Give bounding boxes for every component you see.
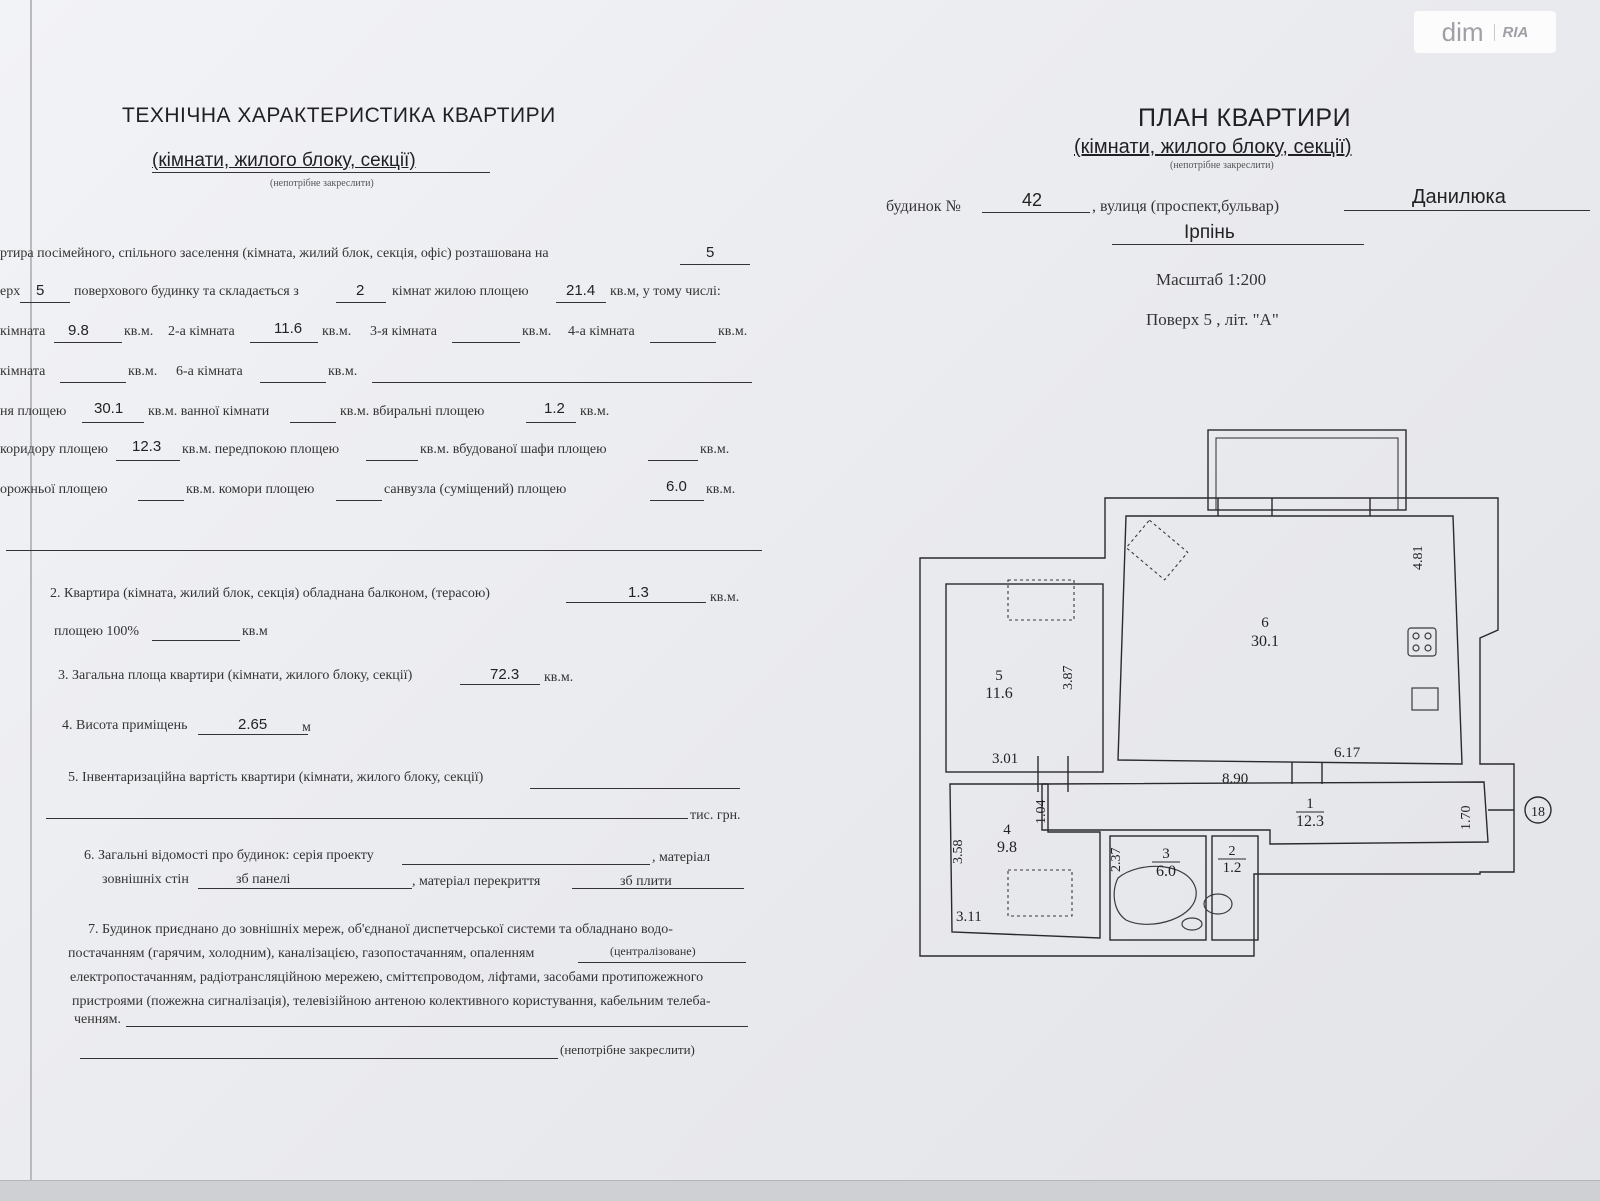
floor-plan bbox=[900, 420, 1580, 960]
dim-1-70: 1.70 bbox=[1459, 805, 1474, 830]
room2-blank bbox=[250, 342, 318, 343]
room-2-number: 2 bbox=[1228, 844, 1236, 859]
room5-blank bbox=[60, 382, 126, 383]
item6-walls-label: зовнішніх стін bbox=[102, 872, 189, 887]
item4-unit: м bbox=[302, 720, 311, 735]
item2-value: 1.3 bbox=[628, 584, 649, 601]
closet-blank bbox=[648, 460, 698, 461]
room1-value: 9.8 bbox=[68, 322, 89, 339]
kitchen-blank bbox=[82, 422, 144, 423]
toilet-value: 1.2 bbox=[544, 400, 565, 417]
room4-label: 4-а кімната bbox=[568, 324, 635, 339]
street-blank bbox=[1344, 210, 1590, 211]
room-5-area: 11.6 bbox=[985, 685, 1013, 702]
right-subtitle-hint: (непотрібне закреслити) bbox=[1170, 160, 1274, 171]
kitchen-label: ня площею bbox=[0, 404, 67, 419]
item2-text: 2. Квартира (кімната, жилий блок, секція) обладнана балконом, (терасою) bbox=[50, 586, 490, 601]
corridor-outline bbox=[1042, 782, 1488, 844]
corridor-number: 1 bbox=[1306, 796, 1314, 812]
room6-unit: кв.м. bbox=[328, 364, 358, 379]
watermark-brand-mark: RIA bbox=[1494, 24, 1529, 41]
page-edge bbox=[30, 0, 32, 1180]
radiator-room-5 bbox=[1008, 580, 1074, 620]
item7-line1: 7. Будинок приєднано до зовнішніх мереж, об'єднаної диспетчерської системи та обладнано водо- bbox=[88, 922, 673, 937]
item7-line2: постачанням (гарячим, холодним), каналізацією, газопостачанням, опаленням bbox=[68, 946, 535, 961]
item1-row2-d: кв.м, у тому числі: bbox=[610, 284, 721, 299]
room5-label: кімната bbox=[0, 364, 46, 379]
room1-unit: кв.м. bbox=[124, 324, 154, 339]
room-6-area: 30.1 bbox=[1251, 633, 1279, 650]
item1-row1-text: ртира посімейного, спільного заселення (кімната, жилий блок, секція, офіс) розташована на bbox=[0, 246, 549, 261]
dim-3-87: 3.87 bbox=[1061, 665, 1076, 690]
rooms-blank bbox=[336, 302, 386, 303]
watermark-badge bbox=[1414, 11, 1556, 53]
section-divider bbox=[6, 550, 762, 551]
left-title: ТЕХНІЧНА ХАРАКТЕРИСТИКА КВАРТИРИ bbox=[122, 104, 556, 127]
item6-walls-blank bbox=[198, 888, 412, 889]
dim-6-17: 6.17 bbox=[1334, 745, 1361, 761]
watermark-brand: dim bbox=[1441, 16, 1484, 47]
city-name: Ірпінь bbox=[1184, 222, 1235, 243]
stove-burner-2 bbox=[1425, 633, 1431, 639]
room3-blank bbox=[452, 342, 520, 343]
item4-blank bbox=[198, 734, 308, 735]
corridor-label: коридору площею bbox=[0, 442, 108, 457]
dim-3-11: 3.11 bbox=[956, 909, 982, 925]
item7-line4: пристроями (пожежна сигналізація), телевізійною антеною колективного користування, кабельним телеба- bbox=[72, 994, 711, 1009]
washbasin-icon bbox=[1182, 918, 1202, 930]
street-label: , вулиця (проспект,бульвар) bbox=[1092, 198, 1280, 215]
item2-unit: кв.м. bbox=[710, 590, 740, 605]
rooms-value: 2 bbox=[356, 282, 365, 299]
room1-label: кімната bbox=[0, 324, 46, 339]
city-blank bbox=[1112, 244, 1364, 245]
room3-label: 3-я кімната bbox=[370, 324, 437, 339]
item3-value: 72.3 bbox=[490, 666, 520, 683]
building-number: 42 bbox=[1022, 190, 1043, 210]
building-label: будинок № bbox=[886, 198, 961, 215]
item3-text: 3. Загальна площа квартири (кімнати, жилого блоку, секції) bbox=[58, 668, 413, 683]
item2-sub: площею 100% bbox=[54, 624, 140, 639]
item4-text: 4. Висота приміщень bbox=[62, 718, 188, 733]
closet-label: кв.м. вбудованої шафи площею bbox=[420, 442, 607, 457]
room2-unit: кв.м. bbox=[322, 324, 352, 339]
radiator-room-6 bbox=[1126, 520, 1187, 580]
floors-total-blank bbox=[20, 302, 70, 303]
room-5-outline bbox=[946, 584, 1103, 772]
item7-heating-value: (централізоване) bbox=[610, 944, 696, 958]
item1-row2-b: поверхового будинку та складається з bbox=[74, 284, 299, 299]
room2-label: 2-а кімната bbox=[168, 324, 235, 339]
room5-unit: кв.м. bbox=[128, 364, 158, 379]
right-title: ПЛАН КВАРТИРИ bbox=[1138, 104, 1352, 132]
room-4-number: 4 bbox=[1003, 822, 1011, 838]
room-2-area: 1.2 bbox=[1222, 860, 1242, 876]
toilet-label: кв.м. вбиральні площею bbox=[340, 404, 485, 419]
toilet-blank bbox=[526, 422, 576, 423]
room-3-area: 6.0 bbox=[1156, 863, 1176, 880]
item5-text: 5. Інвентаризаційна вартість квартири (кімнати, жилого блоку, секції) bbox=[68, 770, 484, 785]
living-area-value: 21.4 bbox=[566, 282, 596, 299]
item3-blank bbox=[460, 684, 540, 685]
item6-floors-label: , матеріал перекриття bbox=[412, 874, 541, 889]
closet-unit: кв.м. bbox=[700, 442, 730, 457]
item6-material-label: , матеріал bbox=[652, 850, 711, 865]
room1-blank bbox=[54, 342, 122, 343]
item7-footer-hint: (непотрібне закреслити) bbox=[560, 1042, 695, 1057]
storage-label: орожньої площею bbox=[0, 482, 108, 497]
radiator-room-4 bbox=[1008, 870, 1072, 916]
item7-blank bbox=[126, 1026, 748, 1027]
building-blank bbox=[982, 212, 1090, 213]
room6-label: 6-а кімната bbox=[176, 364, 243, 379]
living-area-blank bbox=[556, 302, 606, 303]
plan-scale: Масштаб 1:200 bbox=[1156, 270, 1267, 289]
bathroom-unit: кв.м. bbox=[706, 482, 736, 497]
floor-value: 5 bbox=[706, 244, 715, 261]
item7-heating-blank bbox=[578, 962, 746, 963]
item7-line3: електропостачанням, радіотрансляційною мережею, сміттєпроводом, ліфтами, засобами протипожежного bbox=[70, 970, 704, 985]
room3-unit: кв.м. bbox=[522, 324, 552, 339]
item6-floors-value: зб плити bbox=[620, 874, 672, 889]
left-subtitle: (кімнати, жилого блоку, секції) bbox=[152, 150, 416, 171]
bathroom-blank bbox=[650, 500, 704, 501]
item6-text: 6. Загальні відомості про будинок: серія проекту bbox=[84, 848, 374, 863]
item5-blank bbox=[530, 788, 740, 789]
toilet-unit: кв.м. bbox=[580, 404, 610, 419]
item1-row2-c: кімнат жилою площею bbox=[392, 284, 529, 299]
stove-icon bbox=[1408, 628, 1436, 656]
item6-series-blank bbox=[402, 864, 650, 865]
item6-walls-value: зб панелі bbox=[236, 872, 291, 887]
left-subtitle-rule bbox=[152, 172, 490, 173]
dim-2-37: 2.37 bbox=[1109, 847, 1124, 872]
pantry-blank bbox=[336, 500, 382, 501]
dim-8-90: 8.90 bbox=[1222, 771, 1249, 787]
hall-blank bbox=[366, 460, 418, 461]
room-4-area: 9.8 bbox=[997, 839, 1017, 856]
room4-unit: кв.м. bbox=[718, 324, 748, 339]
entrance-number: 18 bbox=[1531, 805, 1545, 820]
floor-blank bbox=[680, 264, 750, 265]
plan-floor: Поверх 5 , літ. "А" bbox=[1146, 310, 1279, 329]
stove-burner-4 bbox=[1425, 645, 1431, 651]
corridor-area: 12.3 bbox=[1296, 813, 1324, 830]
room4-blank bbox=[650, 342, 716, 343]
bathroom-value: 6.0 bbox=[666, 478, 687, 495]
item5-blank-2 bbox=[46, 818, 688, 819]
storage-blank bbox=[138, 500, 184, 501]
right-subtitle: (кімнати, жилого блоку, секції) bbox=[1074, 136, 1352, 158]
dim-1-04: 1.04 bbox=[1034, 799, 1049, 824]
item1-row2-a: ерх bbox=[0, 284, 21, 299]
room6-blank bbox=[260, 382, 326, 383]
dim-3-58: 3.58 bbox=[951, 839, 966, 864]
item2-sub-unit: кв.м bbox=[242, 624, 268, 639]
stove-burner-1 bbox=[1413, 633, 1419, 639]
room-6-number: 6 bbox=[1261, 615, 1269, 631]
table-edge bbox=[0, 1180, 1600, 1201]
hall-label: кв.м. передпокою площею bbox=[182, 442, 340, 457]
item2-blank bbox=[566, 602, 706, 603]
item4-value: 2.65 bbox=[238, 716, 268, 733]
room-3-number: 3 bbox=[1162, 846, 1170, 862]
extra-room-label: кв.м. ванної кімнати bbox=[148, 404, 270, 419]
toilet-icon bbox=[1204, 894, 1232, 914]
dim-3-01: 3.01 bbox=[992, 751, 1019, 767]
room-5-number: 5 bbox=[995, 668, 1003, 684]
floors-total-value: 5 bbox=[36, 282, 45, 299]
corridor-value: 12.3 bbox=[132, 438, 162, 455]
item5-unit: тис. грн. bbox=[690, 808, 741, 823]
left-subtitle-hint: (непотрібне закреслити) bbox=[270, 178, 374, 189]
stove-burner-3 bbox=[1413, 645, 1419, 651]
corridor-blank bbox=[116, 460, 180, 461]
room2-value: 11.6 bbox=[274, 320, 303, 337]
kitchen-value: 30.1 bbox=[94, 400, 124, 417]
sink-icon bbox=[1412, 688, 1438, 710]
item7-line5: ченням. bbox=[74, 1012, 122, 1027]
item7-footer-blank bbox=[80, 1058, 558, 1059]
room-3-outline bbox=[1110, 836, 1206, 940]
item2-sub-blank bbox=[152, 640, 240, 641]
row4-blank bbox=[372, 382, 752, 383]
street-name: Данилюка bbox=[1412, 186, 1506, 208]
pantry-label: кв.м. комори площею bbox=[186, 482, 315, 497]
bathroom-label: санвузла (суміщений) площею bbox=[384, 482, 567, 497]
dim-4-81: 4.81 bbox=[1411, 545, 1426, 570]
extra-room-blank bbox=[290, 422, 336, 423]
item3-unit: кв.м. bbox=[544, 670, 574, 685]
